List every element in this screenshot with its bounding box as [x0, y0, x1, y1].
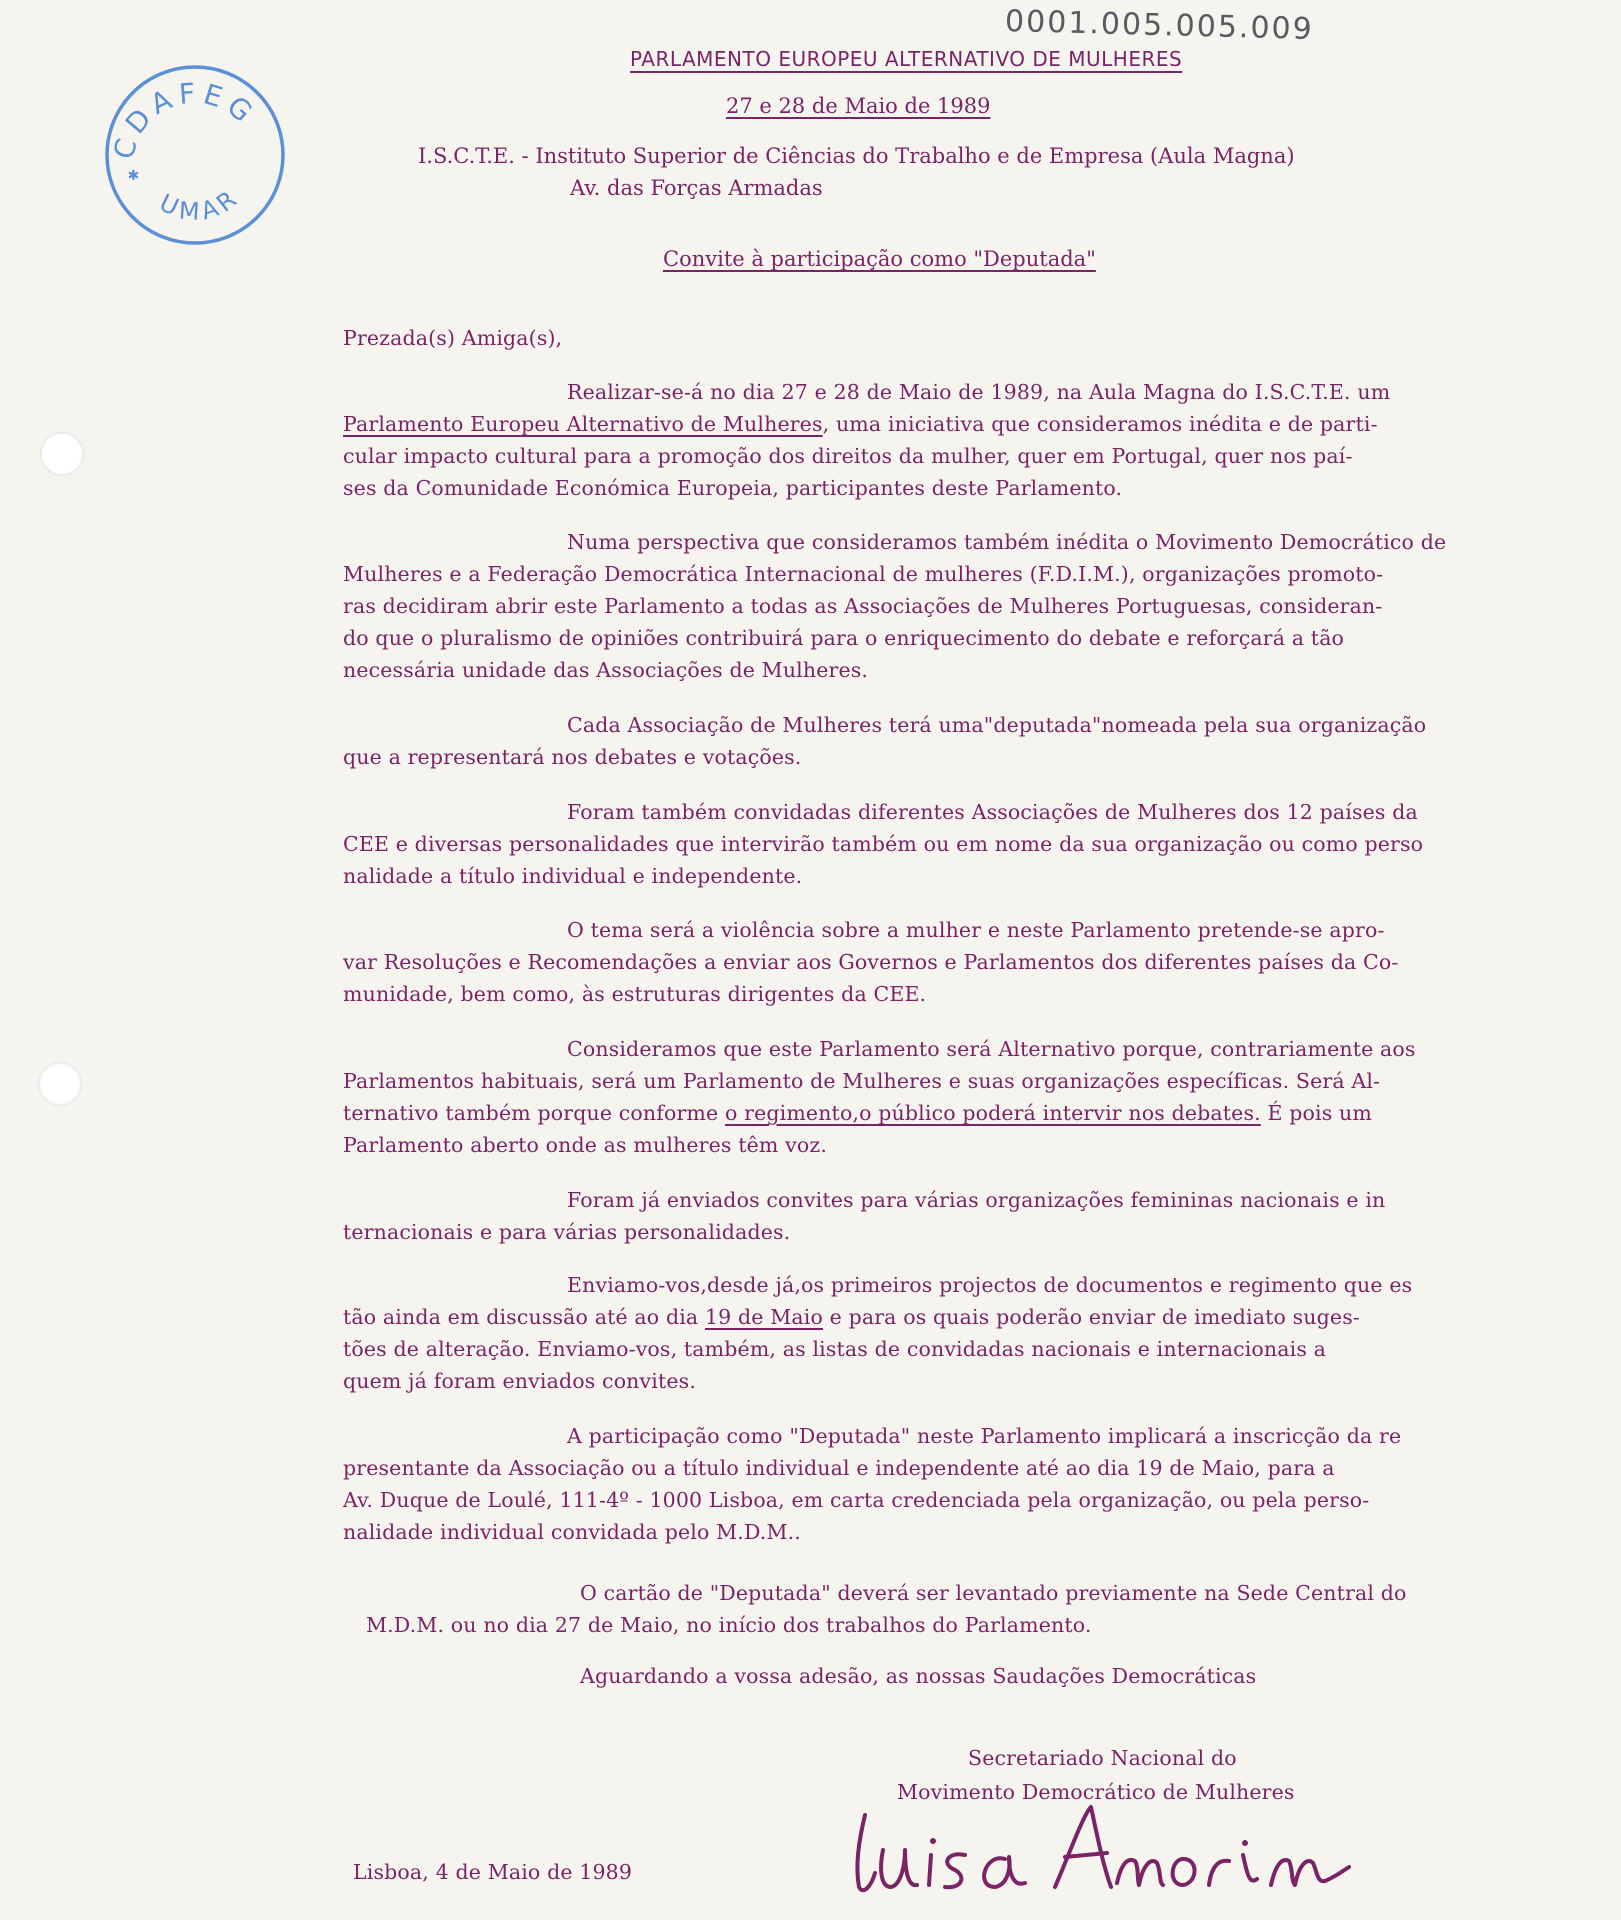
venue-line-2: Av. das Forças Armadas: [570, 176, 823, 200]
body-line: Parlamentos habituais, será um Parlamento de Mulheres e suas organizações específicas. Será Al-: [343, 1069, 1381, 1093]
public-debate-underlined: o regimento,o público poderá intervir nos debates.: [724, 1101, 1261, 1125]
body-line: var Resoluções e Recomendações a enviar aos Governos e Parlamentos dos diferentes países da Co-: [343, 950, 1399, 974]
body-line: Realizar-se-á no dia 27 e 28 de Maio de 1989, na Aula Magna do I.S.C.T.E. um: [567, 380, 1391, 404]
body-line: nalidade individual convidada pelo M.D.M..: [343, 1520, 801, 1544]
svg-text:CDAFEG: [107, 76, 263, 162]
body-line: Mulheres e a Federação Democrática Internacional de mulheres (F.D.I.M.), organizações promoto-: [343, 562, 1384, 586]
body-line: ras decidiram abrir este Parlamento a todas as Associações de Mulheres Portuguesas, consideran-: [343, 594, 1383, 618]
stamp-bottom-text: UMAR: [155, 182, 246, 227]
body-line: Enviamo-vos,desde já,os primeiros projectos de documentos e regimento que es: [567, 1273, 1413, 1297]
punch-hole: [38, 1062, 82, 1106]
stamp-top-text: CDAFEG: [106, 76, 264, 163]
signature-block-line-1: Secretariado Nacional do: [968, 1746, 1237, 1770]
handwritten-signature: [845, 1795, 1355, 1905]
event-name-underlined: Parlamento Europeu Alternativo de Mulheres: [343, 412, 823, 436]
body-line: tões de alteração. Enviamo-vos, também, as listas de convidadas nacionais e internacionais a: [343, 1337, 1327, 1361]
body-line: do que o pluralismo de opiniões contribuirá para o enriquecimento do debate e reforçará a tão: [343, 626, 1345, 650]
salutation: Prezada(s) Amiga(s),: [343, 326, 563, 350]
body-line: Foram já enviados convites para várias organizações femininas nacionais e in: [567, 1188, 1386, 1212]
body-line: Parlamento aberto onde as mulheres têm voz.: [343, 1133, 828, 1157]
body-line: A participação como "Deputada" neste Parlamento implicará a inscricção da re: [567, 1424, 1402, 1448]
body-line: ternativo também porque conforme o regimento,o público poderá intervir nos debates. É pois um: [343, 1101, 1372, 1125]
body-line: ternacionais e para várias personalidades.: [343, 1220, 791, 1244]
archive-code: 0001.005.005.009: [1004, 3, 1315, 48]
place-date: Lisboa, 4 de Maio de 1989: [353, 1860, 633, 1884]
body-line: ses da Comunidade Económica Europeia, participantes deste Parlamento.: [343, 476, 1123, 500]
venue-line-1: I.S.C.T.E. - Instituto Superior de Ciências do Trabalho e de Empresa (Aula Magna): [418, 144, 1295, 168]
body-line: munidade, bem como, às estruturas dirigentes da CEE.: [343, 982, 927, 1006]
closing: Aguardando a vossa adesão, as nossas Saudações Democráticas: [580, 1664, 1257, 1688]
deadline-underlined: 19 de Maio: [704, 1305, 823, 1329]
body-line: cular impacto cultural para a promoção dos direitos da mulher, quer em Portugal, quer nos paí-: [343, 444, 1353, 468]
body-line: O tema será a violência sobre a mulher e neste Parlamento pretende-se apro-: [567, 918, 1385, 942]
cdafeg-stamp: [100, 60, 290, 250]
body-line: M.D.M. ou no dia 27 de Maio, no início dos trabalhos do Parlamento.: [366, 1613, 1092, 1637]
signature-block-line-2: Movimento Democrático de Mulheres: [897, 1780, 1295, 1804]
body-line: quem já foram enviados convites.: [343, 1369, 696, 1393]
body-line: CEE e diversas personalidades que intervirão também ou em nome da sua organização ou como perso: [343, 832, 1424, 856]
svg-text:✱: ✱: [128, 164, 139, 185]
body-line: presentante da Associação ou a título individual e independente até ao dia 19 de Maio, para a: [343, 1456, 1335, 1480]
body-line: Consideramos que este Parlamento será Alternativo porque, contrariamente aos: [567, 1037, 1416, 1061]
body-line: Cada Associação de Mulheres terá uma"deputada"nomeada pela sua organização: [567, 713, 1427, 737]
body-line: Numa perspectiva que consideramos também inédita o Movimento Democrático de: [567, 530, 1447, 554]
body-line: Foram também convidadas diferentes Associações de Mulheres dos 12 países da: [567, 800, 1418, 824]
body-line: O cartão de "Deputada" deverá ser levantado previamente na Sede Central do: [580, 1581, 1407, 1605]
punch-hole: [40, 432, 84, 476]
letter-subject: Convite à participação como "Deputada": [663, 247, 1096, 271]
body-line: nalidade a título individual e independente.: [343, 864, 803, 888]
body-line: Parlamento Europeu Alternativo de Mulheres, uma iniciativa que consideramos inédita e de parti-: [343, 412, 1378, 436]
body-line: necessária unidade das Associações de Mulheres.: [343, 658, 869, 682]
event-dates: 27 e 28 de Maio de 1989: [726, 94, 991, 118]
body-line: que a representará nos debates e votações.: [343, 745, 802, 769]
svg-text:UMAR: [155, 182, 245, 226]
document-title: PARLAMENTO EUROPEU ALTERNATIVO DE MULHERES: [630, 47, 1183, 71]
body-line: tão ainda em discussão até ao dia 19 de Maio e para os quais poderão enviar de imediato suges-: [343, 1305, 1360, 1329]
body-line: Av. Duque de Loulé, 111-4º - 1000 Lisboa, em carta credenciada pela organização, ou pela perso-: [343, 1488, 1370, 1512]
